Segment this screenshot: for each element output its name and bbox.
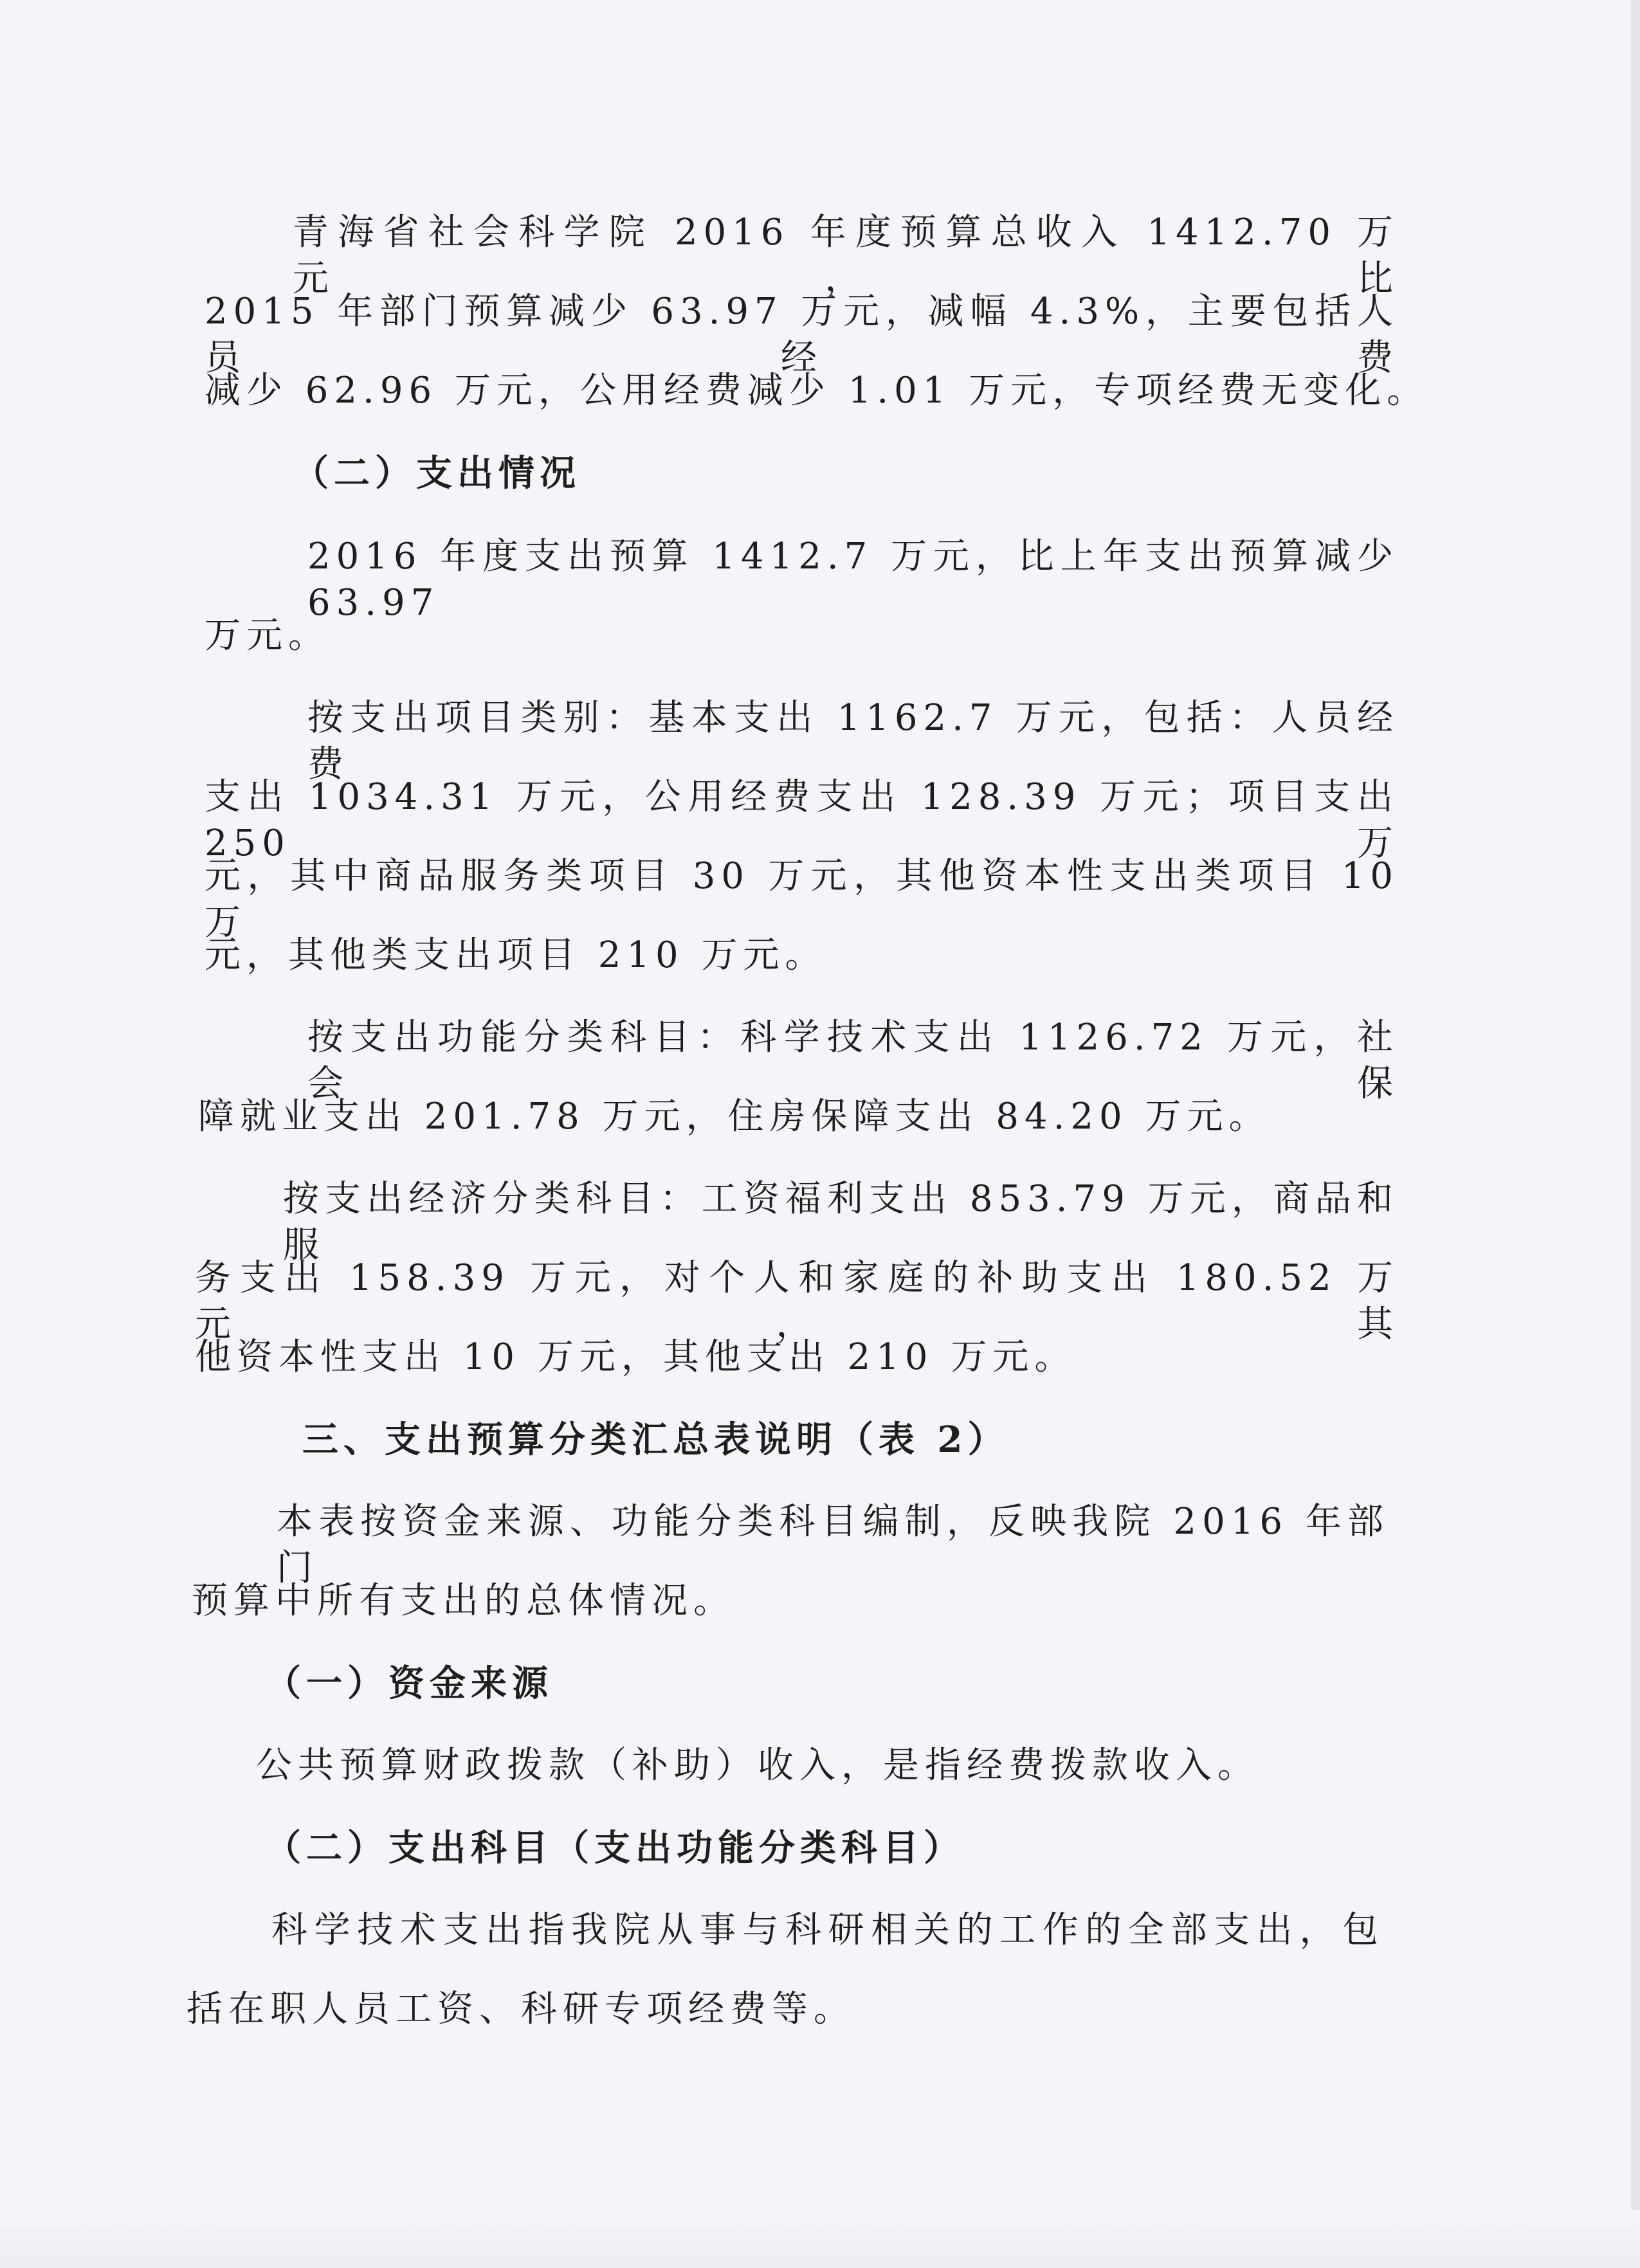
paragraph-line: 青海省社会科学院 2016 年度预算总收入 1412.70 万元，比: [293, 212, 1399, 300]
paragraph-line: 2015 年部门预算减少 63.97 万元，减幅 4.3%，主要包括人员经费: [205, 291, 1399, 379]
paragraph-line: 减少 62.96 万元，公用经费减少 1.01 万元，专项经费无变化。: [205, 370, 1429, 412]
paragraph-line: 按支出项目类别：基本支出 1162.7 万元，包括：人员经费: [307, 697, 1399, 785]
paragraph-line: 按支出功能分类科目：科学技术支出 1126.72 万元，社会保: [307, 1017, 1399, 1105]
paragraph-line: 本表按资金来源、功能分类科目编制，反映我院 2016 年部门: [277, 1501, 1389, 1589]
paragraph-line: 预算中所有支出的总体情况。: [192, 1580, 735, 1622]
paragraph-line: 科学技术支出指我院从事与科研相关的工作的全部支出，包: [271, 1909, 1384, 1951]
page-bottom-shadow: [0, 2210, 1640, 2268]
paragraph-line: 元，其中商品服务类项目 30 万元，其他资本性支出类项目 10 万: [205, 855, 1399, 943]
paragraph-line: 公共预算财政拨款（补助）收入，是指经费拨款收入。: [256, 1745, 1259, 1786]
section-heading: （二）支出科目（支出功能分类科目）: [265, 1827, 965, 1869]
section-heading: （一）资金来源: [265, 1662, 553, 1705]
page-edge: [1631, 0, 1640, 2268]
paragraph-line: 万元。: [205, 615, 330, 657]
paragraph-line: 支出 1034.31 万元，公用经费支出 128.39 万元；项目支出 250 万: [205, 776, 1399, 864]
paragraph-line: 2016 年度支出预算 1412.7 万元，比上年支出预算减少 63.97: [307, 536, 1399, 624]
paragraph-line: 括在职人员工资、科研专项经费等。: [187, 1988, 855, 2030]
paragraph-line: 元，其他类支出项目 210 万元。: [205, 934, 827, 976]
section-heading: （二）支出情况: [293, 452, 581, 494]
paragraph-line: 障就业支出 201.78 万元，住房保障支出 84.20 万元。: [198, 1096, 1271, 1138]
section-heading: 三、支出预算分类汇总表说明（表 2）: [302, 1419, 1009, 1461]
paragraph-line: 他资本性支出 10 万元，其他支出 210 万元。: [195, 1336, 1077, 1378]
paragraph-line: 务支出 158.39 万元，对个人和家庭的补助支出 180.52 万元，其: [195, 1257, 1399, 1345]
paragraph-line: 按支出经济分类科目：工资福利支出 853.79 万元，商品和服: [283, 1178, 1399, 1266]
